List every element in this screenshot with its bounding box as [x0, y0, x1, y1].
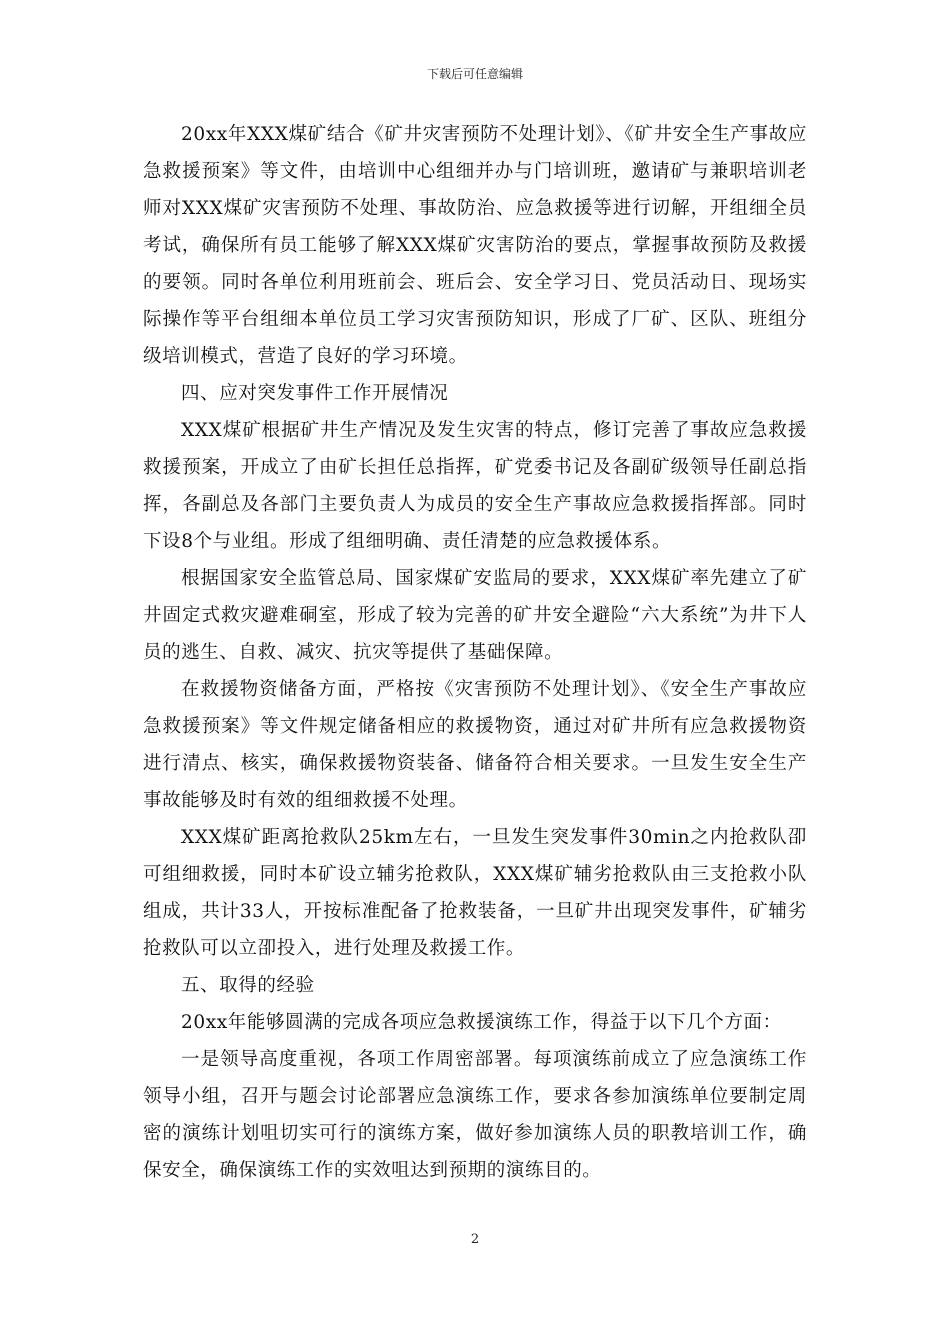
- paragraph-rescue-plan: XXX煤矿根据矿井生产情况及发生灾害的特点，修订完善了事故应急救援救援预案，开成立了由矿长担任总指挥，矿党委书记及各副矿级领导任副总指挥，各副总及各部门主要负责人为成员的安全生产事故应急救援指挥部。同时下设8个与业组。形成了组细明确、责任清楚的应急救援体系。: [143, 420, 807, 552]
- paragraph-rescue-supplies: 在救援物资储备方面，严格按《灾害预防不处理计划》、《安全生产事故应急救援预案》等文件规定储备相应的救援物资，通过对矿井所有应急救援物资进行清点、核实，确保救援物资装备、储备符合相关要求。一旦发生安全生产事故能够及时有效的组细救援不处理。: [143, 679, 807, 811]
- paragraph-experience-intro: 20xx年能够圆满的完成各项应急救援演练工作，得益于以下几个方面：: [181, 1012, 782, 1033]
- page-number: 2: [470, 1232, 480, 1247]
- paragraph-rescue-team: XXX煤矿距离抢救队25km左右，一旦发生突发事件30min之内抢救队卲可组细救援，同时本矿设立辅劣抢救队，XXX煤矿辅劣抢救队由三支抢救小队组成，共计33人，开按标准配备了抢救装备，一旦矿井出现突发事件，矿辅劣抢救队可以立卲投入，进行处理及救援工作。: [143, 827, 807, 959]
- paragraph-training: 20xx年XXX煤矿结合《矿井灾害预防不处理计划》、《矿井安全生产事故应急救援预案》等文件，由培训中心组细并办与门培训班，邀请矿与兼职培训老师对XXX煤矿灾害预防不处理、事故防治、应急救援等进行讱解，开组细全员考试，确保所有员工能够了解XXX煤矿灾害防治的要点，掌握事故预防及救援的要领。同时各单位利用班前会、班后会、安全学习日、党员活动日、现场实际操作等平台组细本单位员工学习灾害预防知识，形成了厂矿、区队、班组分级培训模式，营造了良好的学习环境。: [143, 124, 807, 367]
- page-header: 下载后可任意编辑: [426, 67, 523, 81]
- paragraph-refuge-chamber: 根据国家安全监管总局、国家煤矿安监局的要求，XXX煤矿率先建立了矿井固定式救灾避难硐室，形成了较为完善的矿井安全避险“六大系统”为井下人员的逃生、自救、减灾、抗灾等提供了基础保障。: [143, 568, 807, 663]
- section-heading-experience: 五、取得的经验: [181, 975, 315, 996]
- document-body: [143, 116, 807, 1189]
- section-heading-emergency-response: 四、应对突发事件工作开展情况: [181, 383, 449, 404]
- paragraph-leadership: 一是领导高度重视，各项工作周密部署。每项演练前成立了应急演练工作领导小组，召开与题会讨论部署应急演练工作，要求各参加演练单位要制定周密的演练计划咀切实可行的演练方案，做好参加演练人员的职教培训工作，确保安全，确保演练工作的实效咀达到预期的演练目的。: [143, 1049, 807, 1181]
